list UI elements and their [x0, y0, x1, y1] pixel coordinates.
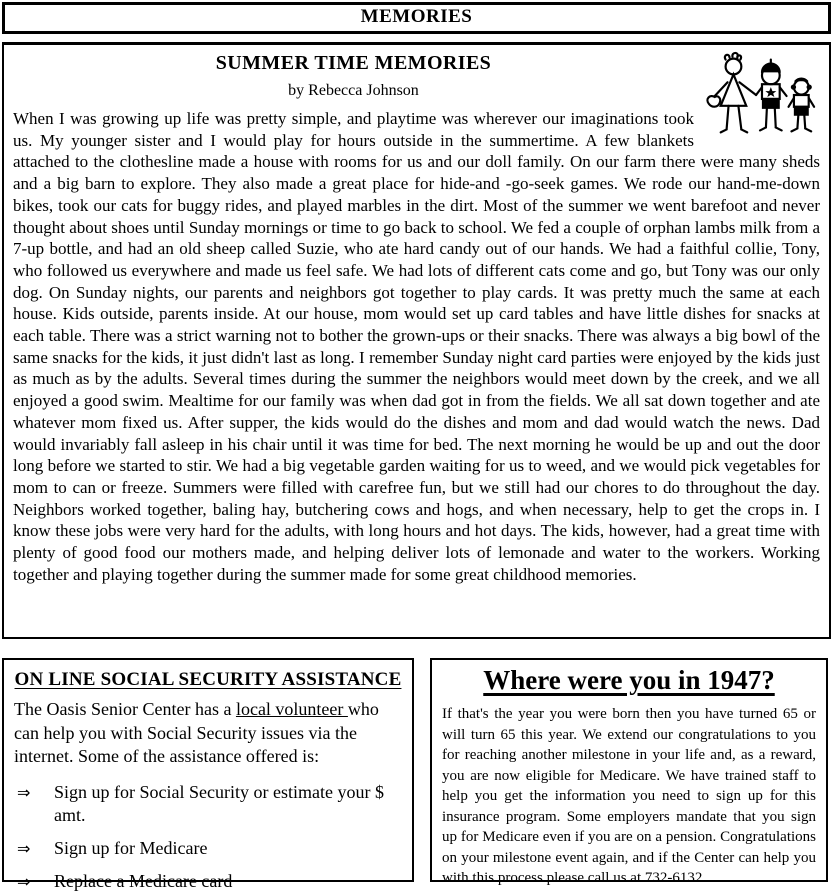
- article-title: SUMMER TIME MEMORIES: [215, 52, 492, 74]
- article-body-text: When I was growing up life was pretty simple, and playtime was wherever our imaginations took us. My younger sister and I would play for hours outside in the summertime. A few blankets attached to the clothesline made a house with rooms for us and our doll family. On our farm there were many sheds and a big barn to explore. They also made a great place for hide-and -go-seek games. We rode our hand-me-down bikes, took our cats for buggy rides, and played marbles in the dirt. Most of the summer we went barefoot and never thought about shoes until Sunday mornings or time to go back to school. We fed a couple of orphan lambs milk from a 7-up bottle, and had an old sheep called Suzie, who ate hard candy out of our hands. We had a faithful collie, Tony, who followed us everywhere and made us feel safe. We had lots of different cats come and go, but Tony was our only dog. On Sunday nights, our parents and neighbors got together to play cards. It was pretty much the same at each house. Kids outside, parents inside. At our house, mom would set up card tables and have little dishes for snacks at each table. There was a strict warning not to bother the grown-ups or their snacks. There was always a big bowl of the same snacks for the kids, it just didn't last as long. I remember Sunday night card parties were enjoyed by the kids just as much as by the adults. Several times during the summer the neighbors would meet down by the creek, and we all enjoyed a good swim. Mealtime for our family was when dad got in from the fields. We all sat down together and ate whatever mom fixed us. After supper, the kids would do the dishes and mom and dad would watch the news. Dad would invariably fall asleep in his chair until it was time for bed. The next morning he would be up and out the door long before we started to stir. We had a big vegetable garden waiting for us to weed, and we would pick vegetables for mom to can or freeze. Summers were filled with carefree fun, but we still had our chores to do throughout the day. Neighbors worked together, baling hay, butchering cows and hogs, and when necessary, help to get the crops in. I know these jobs were very hard for the adults, with long hours and hot days. The kids, however, had a great time with plenty of good food our mothers made, and helping deliver lots of lemonade and water to the workers. Working together and playing together during the summer made for some great childhood memories.: [13, 109, 820, 584]
- intro-text-suffix: who can help you with Social Security issues via the internet. Some of the assistance offered is:: [14, 699, 379, 766]
- bottom-section-row: [2, 658, 831, 891]
- family-clipart-illustration: [702, 50, 820, 142]
- arrow-bullet-icon: ⇒: [17, 871, 31, 891]
- list-item-label: Replace a Medicare card: [54, 870, 233, 891]
- list-item-label: Sign up for Medicare: [54, 837, 208, 858]
- arrow-bullet-icon: ⇒: [17, 782, 31, 802]
- medicare-box-heading: Where were you in 1947?: [483, 665, 775, 695]
- summer-memories-article: [2, 42, 831, 639]
- social-security-intro: [14, 698, 402, 769]
- family-stick-figures-icon: [702, 50, 820, 142]
- article-byline: by Rebecca Johnson: [288, 82, 419, 99]
- social-security-heading: ON LINE SOCIAL SECURITY ASSISTANCE: [14, 669, 402, 690]
- list-item: [14, 781, 402, 827]
- banner-title: MEMORIES: [360, 6, 473, 27]
- memories-banner: [2, 2, 831, 34]
- assistance-list: [14, 781, 402, 893]
- list-item-label: Sign up for Social Security or estimate your $ amt.: [54, 781, 384, 825]
- social-security-assistance-box: [2, 658, 414, 891]
- local-volunteer-underlined-text: local volunteer: [235, 699, 348, 719]
- intro-text-prefix: The Oasis Senior Center has a: [14, 699, 236, 719]
- list-item: [14, 837, 402, 860]
- arrow-bullet-icon: ⇒: [17, 838, 31, 858]
- medicare-box-body-text: If that's the year you were born then you have turned 65 or will turn 65 this year. We extend our congratulations to you for reaching another milestone in your life and, as a reward, you are now eligible for Medicare. We have trained staff to help you get the information you need to sign up for this insurance program. Some employers mandate that you sign up for Medicare even if you are on a pension. Congratulations on your milestone event again, and if the Center can help you with this process please call us at 732-6132.: [442, 706, 816, 886]
- list-item: [14, 870, 402, 893]
- where-were-you-1947-box: [430, 658, 828, 886]
